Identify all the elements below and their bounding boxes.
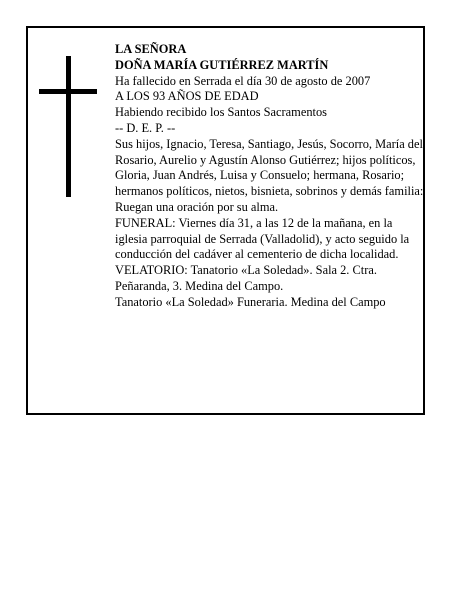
cross-vertical-bar <box>66 56 71 197</box>
funeral-details: FUNERAL: Viernes día 31, a las 12 de la mañana, en la iglesia parroquial de Serrada (Valladolid), y acto seguido la conducción del cadáver al cementerio de dicha localidad. <box>115 215 410 262</box>
prayer-request: Ruegan una oración por su alma. <box>115 199 279 214</box>
velatorio-details: VELATORIO: Tanatorio «La Soledad». Sala 2. Ctra. Peñaranda, 3. Medina del Campo. <box>115 263 377 293</box>
funeraria-line: Tanatorio «La Soledad» Funeraria. Medina del Campo <box>115 294 386 309</box>
notice-title: LA SEÑORA <box>115 42 187 56</box>
cross-horizontal-bar <box>39 89 97 94</box>
family-paragraph: Sus hijos, Ignacio, Teresa, Santiago, Jesús, Socorro, María del Rosario, Aurelio y Agustín Alonso Gutiérrez; hijos políticos, Gloria, Juan Andrés, Luisa y Consuelo; hermana, Rosario; hermanos políticos, nietos, bisnieta, sobrinos y demás familia: <box>115 136 424 199</box>
rip-line: -- D. E. P. -- <box>115 120 176 135</box>
obituary-text <box>115 42 425 311</box>
sacraments-line: Habiendo recibido los Santos Sacramentos <box>115 105 327 120</box>
death-announcement: Ha fallecido en Serrada el día 30 de agosto de 2007 <box>115 73 371 88</box>
deceased-name: DOÑA MARÍA GUTIÉRREZ MARTÍN <box>115 57 329 72</box>
obituary-notice <box>26 26 425 415</box>
age-line: A LOS 93 AÑOS DE EDAD <box>115 89 259 104</box>
